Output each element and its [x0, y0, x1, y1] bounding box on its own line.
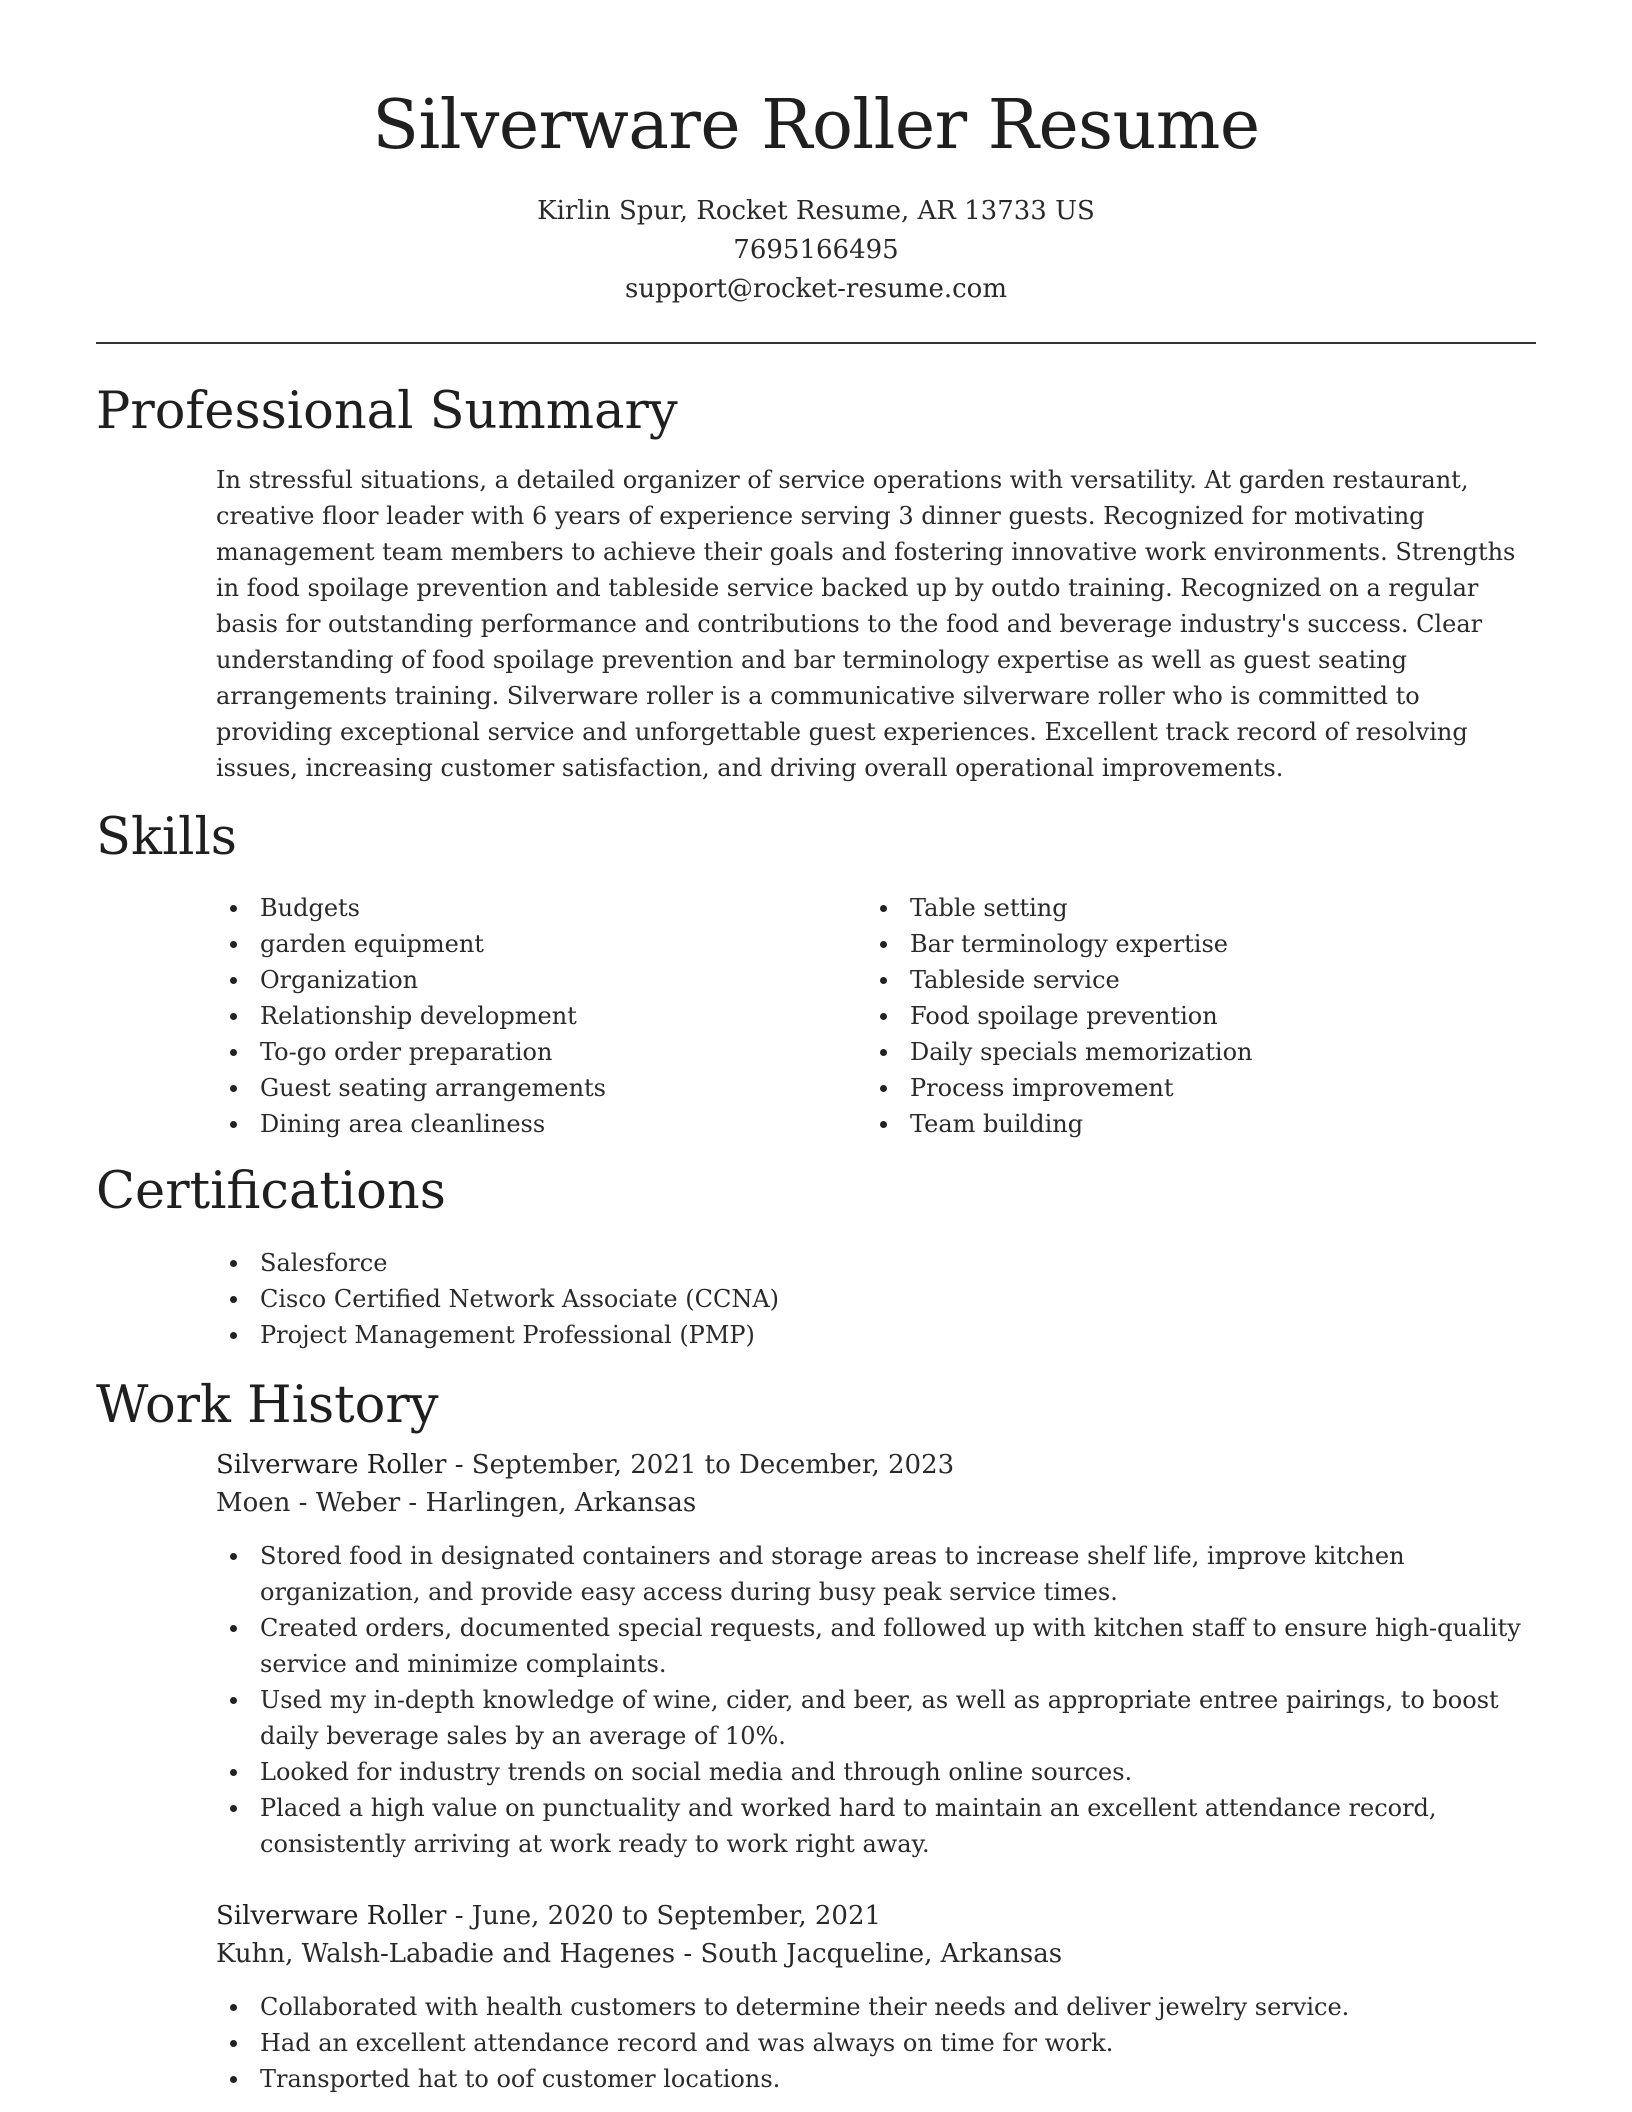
skills-list-left [216, 890, 856, 1142]
job-location: - Harlingen, Arkansas [400, 1488, 697, 1518]
job-dates: - June, 2020 to September, 2021 [446, 1901, 882, 1931]
job-company: Moen - Weber [216, 1488, 401, 1518]
skills-list-right [866, 890, 1506, 1142]
job-duty: Had an excellent attendance record and was always on time for work. [216, 2025, 1534, 2061]
job-duty: Used my in-depth knowledge of wine, cider, and beer, as well as appropriate entree pairings, to boost daily beverage sales by an average of 10%. [216, 1682, 1534, 1754]
job-company-line [216, 1935, 1534, 1973]
skill-item: Tableside service [866, 962, 1506, 998]
job-duty: Created orders, documented special requests, and followed up with kitchen staff to ensure high-quality service and minimize complaints. [216, 1610, 1534, 1682]
skill-item: To-go order preparation [216, 1034, 856, 1070]
skills-heading: Skills [96, 808, 237, 867]
resume-title: Silverware Roller Resume [372, 86, 1260, 165]
address: Kirlin Spur, Rocket Resume, AR 13733 US [537, 196, 1095, 226]
job-dates: - September, 2021 to December, 2023 [446, 1450, 955, 1480]
skill-item: Organization [216, 962, 856, 998]
job-duty: Collaborated with health customers to determine their needs and deliver jewelry service. [216, 1989, 1534, 2025]
job-entry [216, 1897, 1534, 2097]
skill-item: garden equipment [216, 926, 856, 962]
job-duty: Transported hat to oof customer locations. [216, 2061, 1534, 2097]
job-entry [216, 1446, 1534, 1862]
job-title-line [216, 1897, 1534, 1935]
job-duty: Looked for industry trends on social media and through online sources. [216, 1754, 1534, 1790]
phone: 7695166495 [733, 235, 899, 265]
work-history-heading: Work History [96, 1376, 439, 1435]
certification-item: Salesforce [216, 1245, 1116, 1281]
skill-item: Team building [866, 1106, 1506, 1142]
skill-item: Dining area cleanliness [216, 1106, 856, 1142]
job-duty: Placed a high value on punctuality and worked hard to maintain an excellent attendance record, consistently arriving at work ready to work right away. [216, 1790, 1534, 1862]
job-company-line [216, 1484, 1534, 1522]
contact-block [96, 192, 1536, 309]
skill-item: Food spoilage prevention [866, 998, 1506, 1034]
skill-item: Guest seating arrangements [216, 1070, 856, 1106]
skill-item: Bar terminology expertise [866, 926, 1506, 962]
job-role: Silverware Roller [216, 1450, 447, 1480]
job-title-line [216, 1446, 1534, 1484]
certification-item: Cisco Certified Network Associate (CCNA) [216, 1281, 1116, 1317]
skill-item: Process improvement [866, 1070, 1506, 1106]
header-divider [96, 342, 1536, 344]
summary-heading: Professional Summary [96, 382, 678, 441]
email: support@rocket-resume.com [624, 274, 1007, 304]
certifications-heading: Certifications [96, 1162, 446, 1221]
skill-item: Table setting [866, 890, 1506, 926]
resume-header [96, 0, 1536, 309]
skill-item: Budgets [216, 890, 856, 926]
job-company: Kuhn, Walsh-Labadie and Hagenes [216, 1939, 676, 1969]
skill-item: Daily specials memorization [866, 1034, 1506, 1070]
job-duties-list [216, 1989, 1534, 2097]
job-duties-list [216, 1538, 1534, 1862]
job-role: Silverware Roller [216, 1901, 447, 1931]
summary-text: In stressful situations, a detailed organizer of service operations with versatility. At garden restaurant, creative floor leader with 6 years of experience serving 3 dinner guests. Recognized for motivating management team members to achieve their goals and fostering innovative work environments. Strengths in food spoilage prevention and tableside service backed up by outdo training. Recognized on a regular basis for outstanding performance and contributions to the food and beverage industry's success. Clear understanding of food spoilage prevention and bar terminology expertise as well as guest seating arrangements training. Silverware roller is a communicative silverware roller who is committed to providing exceptional service and unforgettable guest experiences. Excellent track record of resolving issues, increasing customer satisfaction, and driving overall operational improvements. [216, 466, 1516, 782]
job-location: - South Jacqueline, Arkansas [675, 1939, 1063, 1969]
certification-item: Project Management Professional (PMP) [216, 1317, 1116, 1353]
job-duty: Stored food in designated containers and storage areas to increase shelf life, improve kitchen organization, and provide easy access during busy peak service times. [216, 1538, 1534, 1610]
skill-item: Relationship development [216, 998, 856, 1034]
certifications-list [216, 1245, 1116, 1353]
resume-page [96, 0, 1536, 2112]
